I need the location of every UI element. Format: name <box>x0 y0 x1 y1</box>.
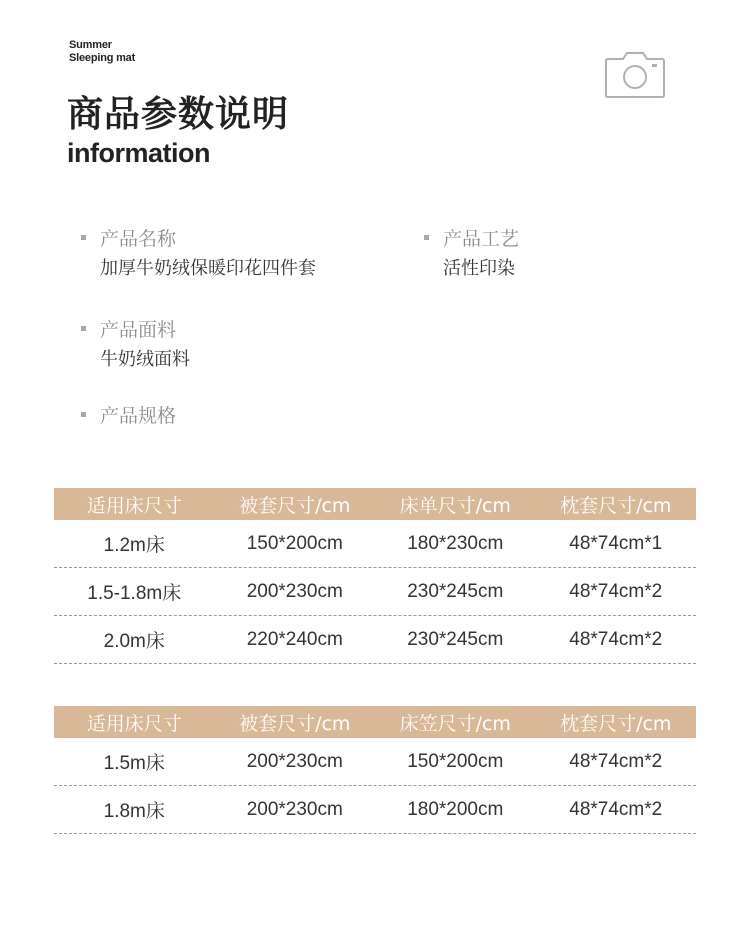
table-cell: 48*74cm*2 <box>569 580 663 602</box>
table-cell: 230*245cm <box>407 580 504 602</box>
table-cell: 200*230cm <box>246 580 343 602</box>
table-cell: 1.2m床 <box>103 535 165 556</box>
page-subtitle: information <box>67 138 210 168</box>
table-cell: 1.5-1.8m床 <box>87 583 182 604</box>
spec-product-name <box>81 224 316 280</box>
table-header <box>54 706 696 738</box>
table-row <box>54 786 696 834</box>
table-cell: 48*74cm*2 <box>569 628 663 650</box>
table-cell: 48*74cm*1 <box>569 532 663 554</box>
camera-icon[interactable] <box>605 49 665 99</box>
table-cell: 1.8m床 <box>103 801 165 822</box>
spec-product-size <box>81 401 176 427</box>
table-cell: 230*245cm <box>407 628 504 650</box>
header-cell: 被套尺寸/cm <box>239 494 351 517</box>
brand-line-1: Summer <box>69 39 112 51</box>
table-cell: 1.5m床 <box>103 753 165 774</box>
header-cell: 被套尺寸/cm <box>239 712 351 735</box>
spec-label: 产品面料 <box>100 318 177 341</box>
header-cell: 床笠尺寸/cm <box>399 712 511 735</box>
table-row <box>54 616 696 664</box>
header-cell: 枕套尺寸/cm <box>560 712 672 735</box>
header-cell: 枕套尺寸/cm <box>560 494 672 517</box>
table-cell: 200*230cm <box>246 750 343 772</box>
table-cell: 180*200cm <box>407 798 504 820</box>
spec-label: 产品工艺 <box>443 227 520 250</box>
table-cell: 150*200cm <box>246 532 343 554</box>
spec-label: 产品名称 <box>100 227 177 250</box>
table-row <box>54 568 696 616</box>
bullet-icon <box>81 412 86 417</box>
table-cell: 150*200cm <box>407 750 504 772</box>
size-table-2 <box>54 706 696 834</box>
spec-product-process <box>424 224 519 280</box>
table-cell: 200*230cm <box>246 798 343 820</box>
size-table-1 <box>54 488 696 664</box>
table-row <box>54 520 696 568</box>
header-cell: 适用床尺寸 <box>86 712 182 735</box>
table-header <box>54 488 696 520</box>
spec-label: 产品规格 <box>100 404 177 427</box>
table-cell: 220*240cm <box>246 628 343 650</box>
header-cell: 床单尺寸/cm <box>399 494 511 517</box>
table-cell: 48*74cm*2 <box>569 750 663 772</box>
spec-value: 加厚牛奶绒保暖印花四件套 <box>100 258 316 279</box>
header-cell: 适用床尺寸 <box>86 494 182 517</box>
spec-value: 活性印染 <box>443 258 515 279</box>
bullet-icon <box>81 235 86 240</box>
table-cell: 180*230cm <box>407 532 504 554</box>
bullet-icon <box>81 326 86 331</box>
spec-product-fabric <box>81 315 190 371</box>
page-title: 商品参数说明 <box>67 94 290 135</box>
brand-line-2: Sleeping mat <box>69 52 136 64</box>
bullet-icon <box>424 235 429 240</box>
table-cell: 2.0m床 <box>103 631 165 652</box>
table-cell: 48*74cm*2 <box>569 798 663 820</box>
brand-logo <box>69 39 135 65</box>
spec-value: 牛奶绒面料 <box>100 349 190 370</box>
table-row <box>54 738 696 786</box>
